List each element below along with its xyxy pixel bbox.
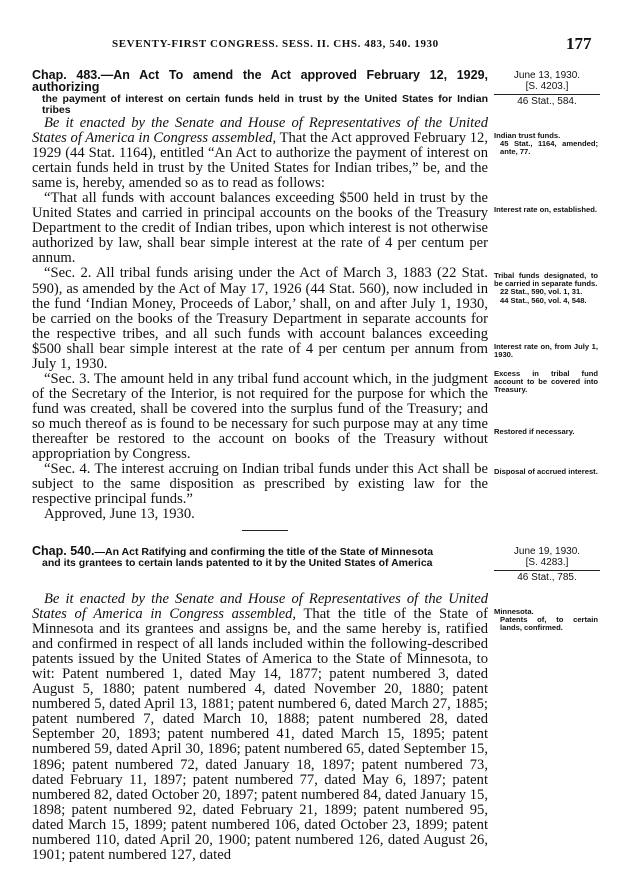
para-text: “Sec. 2. All tribal funds arising under the Act of March 3, 1883 (22 Stat. 590), as amended by the Act of May 17, 1926 (44 Stat. 560), now included in the fund ‘Indian Money, Proceeds of Labor,’ shall, on and after July 1, 1930, be carried on the books of the Treasury Department in separate accounts for the respective tribes, and all such funds with account balances exceeding $500 shall bear simple interest at the rate of 4 per centum per annum from July 1, 1930. — [32, 265, 488, 372]
side-note — [494, 468, 598, 476]
chapter-483-para-5 — [32, 462, 488, 507]
chapter-483-number: Chap. 483. — [32, 68, 101, 82]
side-note — [494, 608, 598, 633]
enacting-clause: Be it enacted by the Senate and House of Representatives of the United States of America in Congress assembled, — [32, 115, 488, 147]
side-note — [494, 428, 598, 436]
chapter-483-title-first: —An Act To amend the Act approved February 12, 1929, authorizing — [32, 68, 488, 94]
chapter-483-date: June 13, 1930. — [513, 70, 581, 81]
side-note — [494, 206, 598, 214]
side-note-text: Interest rate on, from July 1, 1930. — [494, 342, 598, 360]
chapter-483-title-rest: the payment of interest on certain funds held in trust by the United States for Indian tribes — [42, 93, 488, 116]
para-text: “That all funds with account balances exceeding $500 held in trust by the United States and carried in principal accounts on the books of the Treasury Department to the credit of Indian tribes, upon which interest is not otherwise authorized by law, shall bear simple interest at the rate of 4 per centum per annum. — [32, 190, 488, 267]
side-note — [494, 343, 598, 359]
chapter-540-date: June 19, 1930. — [513, 546, 581, 557]
chapter-483-body — [32, 116, 488, 522]
side-note-text: 22 Stat., 590, vol. 1, 31. — [500, 287, 583, 297]
chapter-483-title — [32, 70, 488, 116]
para-text: “Sec. 3. The amount held in any tribal fund account which, in the judgment of the Secretary of the Interior, is not required for the purpose for which the fund was created, shall be covered into the surplus fund of the Treasury; and so much thereof as is found to be necessary for such purpose may at any time thereafter be restored to the account on books of the Treasury without appropriation by Congress. — [32, 370, 488, 463]
chapter-483-para-3 — [32, 266, 488, 371]
chapter-483-stat: 46 Stat., 584. — [517, 96, 577, 107]
chapter-540-bill: [S. 4283.] — [525, 557, 569, 568]
divider — [494, 570, 600, 571]
section-divider — [242, 530, 288, 531]
side-note-text: Indian trust funds. — [494, 131, 561, 140]
side-note-text: Excess in tribal fund account to be covered into Treasury. — [494, 369, 598, 395]
side-note — [494, 132, 598, 157]
side-note-text: Tribal funds designated, to be carried in separate funds. — [494, 271, 598, 289]
side-note-text: Restored if necessary. — [494, 427, 575, 436]
running-head-text: SEVENTY-FIRST CONGRESS. SESS. II. CHS. 483, 540. 1930 — [112, 38, 439, 50]
chapter-540-title-rest: and its grantees to certain lands patented to it by the United States of America — [42, 557, 433, 569]
para-text: “Sec. 4. The interest accruing on Indian tribal funds under this Act shall be subject to the same disposition as prescribed by existing law for the respective principal funds.” — [32, 461, 488, 508]
side-note-text: 45 Stat., 1164, amended; ante, 77. — [500, 139, 598, 157]
chapter-540-title-first: —An Act Ratifying and confirming the title of the State of Minnesota — [94, 546, 434, 558]
chapter-540-body — [32, 592, 488, 863]
chapter-540-stat: 46 Stat., 785. — [517, 572, 577, 583]
chapter-483-para-1 — [32, 116, 488, 191]
side-note-text: Patents of, to certain lands, confirmed. — [500, 615, 598, 633]
para-text: That the Act approved February 12, 1929 (44 Stat. 1164), entitled “An Act to authorize the payment of interest on certain funds held in trust by the United States for Indian tribes,” be, and the same is, hereby, amended so as to read as follows: — [32, 130, 489, 192]
chapter-540-date-block — [494, 546, 600, 583]
side-note — [494, 370, 598, 395]
running-head — [0, 34, 632, 56]
side-note-text: Minnesota. — [494, 607, 534, 616]
chapter-483-para-2 — [32, 191, 488, 266]
chapter-540-title — [32, 546, 488, 569]
para-text: That the title of the State of Minnesota and its grantees and assigns be, and the same hereby is, ratified and confirmed in respect of all lands included within the following-described patents issued by the United States of America to the State of Minnesota, to wit: Patent numbered 1, dated May 14, 1877; patent numbered 3, dated August 5, 1880; patent numbered 4, dated November 20, 1880; patent numbered 5, dated April 13, 1881; patent numbered 6, dated March 27, 1885; patent numbered 7, dated March 10, 1888; patent numbered 28, dated September 20, 1893; patent numbered 41, dated March 15, 1895; patent numbered 59, dated April 30, 1896; patent numbered 65, dated September 15, 1896; patent numbered 72, dated January 18, 1897; patent numbered 73, dated February 11, 1897; patent numbered 77, dated May 6, 1897; patent numbered 82, dated October 20, 1897; patent numbered 84, dated January 15, 1898; patent numbered 92, dated February 21, 1899; patent numbered 95, dated March 15, 1899; patent numbered 106, dated October 23, 1899; patent numbered 110, dated April 20, 1900; patent numbered 126, dated August 26, 1901; patent numbered 127, dated — [32, 606, 489, 863]
enacting-clause: Be it enacted by the Senate and House of Representatives of the United States of America in Congress assembled, — [32, 591, 488, 623]
page-number: 177 — [566, 34, 592, 53]
chapter-483-bill: [S. 4203.] — [525, 81, 569, 92]
side-note-text: Interest rate on, established. — [494, 205, 597, 214]
divider — [494, 94, 600, 95]
chapter-540-number: Chap. 540. — [32, 544, 95, 558]
chapter-483-para-4 — [32, 372, 488, 462]
chapter-483-date-block — [494, 70, 600, 107]
approved-line: Approved, June 13, 1930. — [44, 506, 195, 523]
side-note-text: Disposal of accrued interest. — [494, 467, 598, 476]
side-note-text: 44 Stat., 560, vol. 4, 548. — [500, 295, 587, 305]
side-note — [494, 272, 598, 305]
chapter-540-para-1 — [32, 592, 488, 863]
